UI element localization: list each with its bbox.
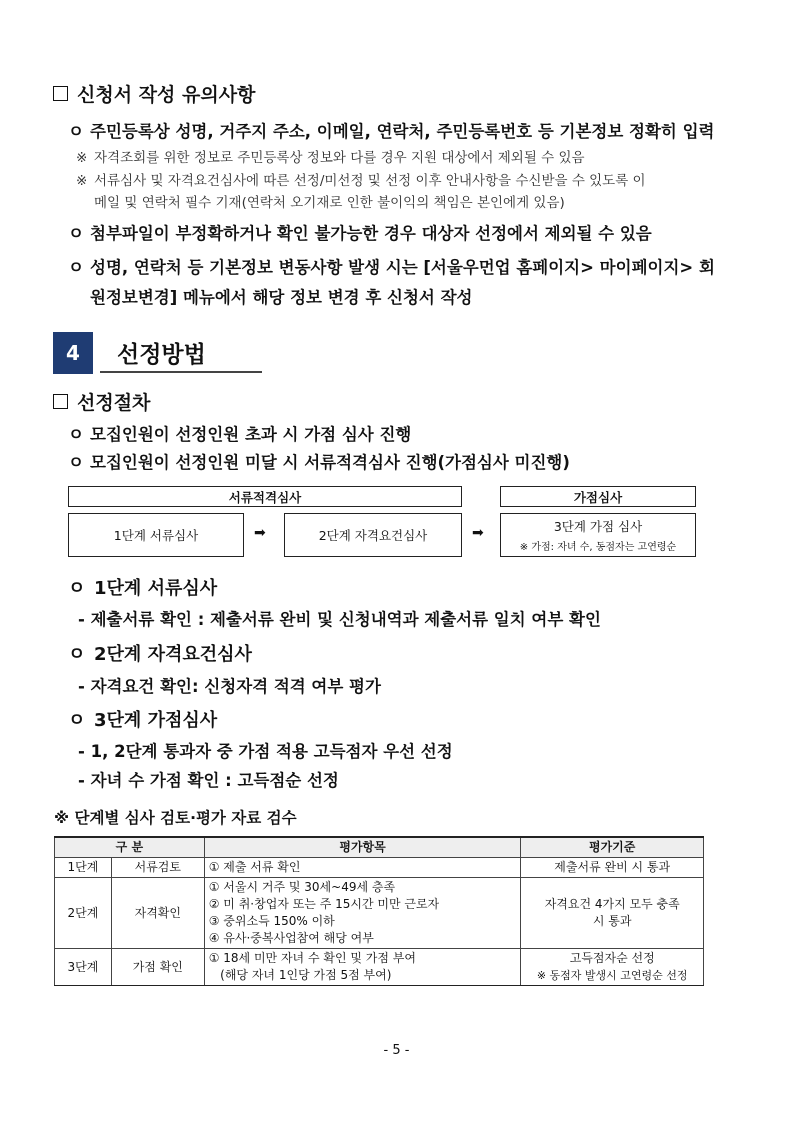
notes-heading <box>53 80 255 107</box>
table-criteria-line: 고득점자순 선정 <box>569 951 655 965</box>
table-row <box>55 878 704 949</box>
note-line-3: 메일 및 연락처 필수 기재(연락처 오기재로 인한 불이익의 책임은 본인에게 있음) <box>94 195 565 211</box>
table-header-category: 구 분 <box>55 837 205 858</box>
table-cell-name: 서류검토 <box>111 858 204 878</box>
flow-group-bonus-screening: 가점심사 <box>500 486 696 507</box>
bullet-icon: ㅇ <box>68 122 84 141</box>
table-item-line: ① 제출 서류 확인 <box>208 860 301 874</box>
table-criteria-line: 자격요건 4가지 모두 충족 <box>544 897 680 911</box>
table-cell-items <box>204 858 521 878</box>
arrow-right-icon: ➡ <box>254 525 266 541</box>
bullet-icon: ㅇ <box>68 425 84 444</box>
table-row <box>55 949 704 986</box>
notes-bullet-3 <box>68 254 715 278</box>
table-criteria-line: ※ 동점자 발생시 고연령순 선정 <box>536 969 688 982</box>
page-number: - 5 - <box>383 1043 410 1058</box>
stage-1-line: - 제출서류 확인 : 제출서류 완비 및 신청내역과 제출서류 일치 여부 확인 <box>78 610 601 629</box>
table-item-line: ④ 유사·중복사업참여 해당 여부 <box>208 931 374 945</box>
section-title: 선정방법 <box>117 342 206 368</box>
table-criteria-line: 시 통과 <box>592 914 632 928</box>
table-cell-criteria <box>521 949 704 986</box>
bullet-icon: ㅇ <box>68 453 84 472</box>
flow-step-3-label: 3단계 가점 심사 <box>553 519 643 534</box>
note-mark-icon: ※ <box>76 173 88 189</box>
table-criteria-line: 제출서류 완비 시 통과 <box>554 860 671 874</box>
stage-1-title <box>68 574 217 600</box>
procedure-heading-text: 선정절차 <box>77 392 151 414</box>
flow-step-1-label: 1단계 서류심사 <box>113 528 199 543</box>
note-line-1-text: 자격조회를 위한 정보로 주민등록상 정보와 다를 경우 지원 대상에서 제외될 수 있음 <box>94 150 585 166</box>
table-row <box>55 858 704 878</box>
section-number-badge: 4 <box>53 332 93 374</box>
notes-bullet-2 <box>68 220 652 244</box>
notes-bullet-2-text: 첨부파일이 부정확하거나 확인 불가능한 경우 대상자 선정에서 제외될 수 있음 <box>90 224 652 243</box>
note-line-2 <box>76 169 646 189</box>
arrow-right-icon: ➡ <box>472 525 484 541</box>
notes-bullet-1 <box>68 118 714 142</box>
notes-bullet-1-text: 주민등록상 성명, 거주지 주소, 이메일, 연락처, 주민등록번호 등 기본정보 정확히 입력 <box>90 122 715 141</box>
bullet-icon: ㅇ <box>68 644 86 665</box>
note-line-2-text: 서류심사 및 자격요건심사에 따른 선정/미선정 및 선정 이후 안내사항을 수신받을 수 있도록 이 <box>94 173 646 189</box>
bullet-icon: ㅇ <box>68 258 84 277</box>
flow-step-2-label: 2단계 자격요건심사 <box>318 528 428 543</box>
stage-3-title-text: 3단계 가점심사 <box>94 710 218 731</box>
notes-heading-text: 신청서 작성 유의사항 <box>77 84 256 106</box>
table-item-line: ① 서울시 거주 및 30세~49세 층족 <box>208 880 396 894</box>
checkbox-square-icon <box>53 394 68 409</box>
bullet-icon: ㅇ <box>68 710 86 731</box>
table-cell-stage: 1단계 <box>55 858 112 878</box>
note-line-1 <box>76 146 585 166</box>
table-cell-stage: 2단계 <box>55 878 112 949</box>
flow-step-3 <box>500 513 696 557</box>
table-cell-items <box>204 878 521 949</box>
stage-3-line-1: - 1, 2단계 통과자 중 가점 적용 고득점자 우선 선정 <box>78 742 453 761</box>
stage-2-line: - 자격요건 확인: 신청자격 적격 여부 평가 <box>78 677 381 696</box>
stage-1-title-text: 1단계 서류심사 <box>94 578 218 599</box>
table-cell-items <box>204 949 521 986</box>
bullet-icon: ㅇ <box>68 224 84 243</box>
procedure-heading <box>53 388 150 415</box>
table-header-row <box>55 837 704 858</box>
flow-step-3-note: ※ 가점: 자녀 수, 동점자는 고연령순 <box>519 542 677 553</box>
flow-step-1 <box>68 513 244 557</box>
table-item-line: ③ 중위소득 150% 이하 <box>208 914 335 928</box>
evaluation-table <box>54 836 704 986</box>
flow-group-document-screening: 서류적격심사 <box>68 486 462 507</box>
checkbox-square-icon <box>53 86 68 101</box>
stage-2-title-text: 2단계 자격요건심사 <box>94 644 252 665</box>
table-header-criteria: 평가기준 <box>521 837 704 858</box>
table-cell-name: 가점 확인 <box>111 949 204 986</box>
stage-2-title <box>68 640 252 666</box>
procedure-bullet-1-text: 모집인원이 선정인원 초과 시 가점 심사 진행 <box>90 425 412 444</box>
table-item-line: ① 18세 미만 자녀 수 확인 및 가점 부여 <box>208 951 416 965</box>
bullet-icon: ㅇ <box>68 578 86 599</box>
table-item-line: (해당 자녀 1인당 가점 5점 부여) <box>208 968 392 982</box>
procedure-bullet-1 <box>68 421 411 445</box>
table-item-line: ② 미 취·창업자 또는 주 15시간 미만 근로자 <box>208 897 440 911</box>
notes-bullet-3-text: 성명, 연락처 등 기본정보 변동사항 발생 시는 [서울우먼업 홈페이지> 마이페이지> 회 <box>90 258 715 277</box>
procedure-bullet-2 <box>68 449 570 473</box>
section-title-underline <box>100 371 262 373</box>
stage-3-line-2: - 자녀 수 가점 확인 : 고득점순 선정 <box>78 771 339 790</box>
table-header-items: 평가항목 <box>204 837 521 858</box>
table-cell-criteria <box>521 858 704 878</box>
table-cell-stage: 3단계 <box>55 949 112 986</box>
table-cell-name: 자격확인 <box>111 878 204 949</box>
stage-3-title <box>68 706 217 732</box>
table-caption: ※ 단계별 심사 검토·평가 자료 검수 <box>54 809 297 827</box>
table-cell-criteria <box>521 878 704 949</box>
flow-step-2 <box>284 513 462 557</box>
note-mark-icon: ※ <box>76 150 88 166</box>
notes-bullet-3-cont: 원정보변경] 메뉴에서 해당 정보 변경 후 신청서 작성 <box>90 288 473 307</box>
procedure-bullet-2-text: 모집인원이 선정인원 미달 시 서류적격심사 진행(가점심사 미진행) <box>90 453 570 472</box>
